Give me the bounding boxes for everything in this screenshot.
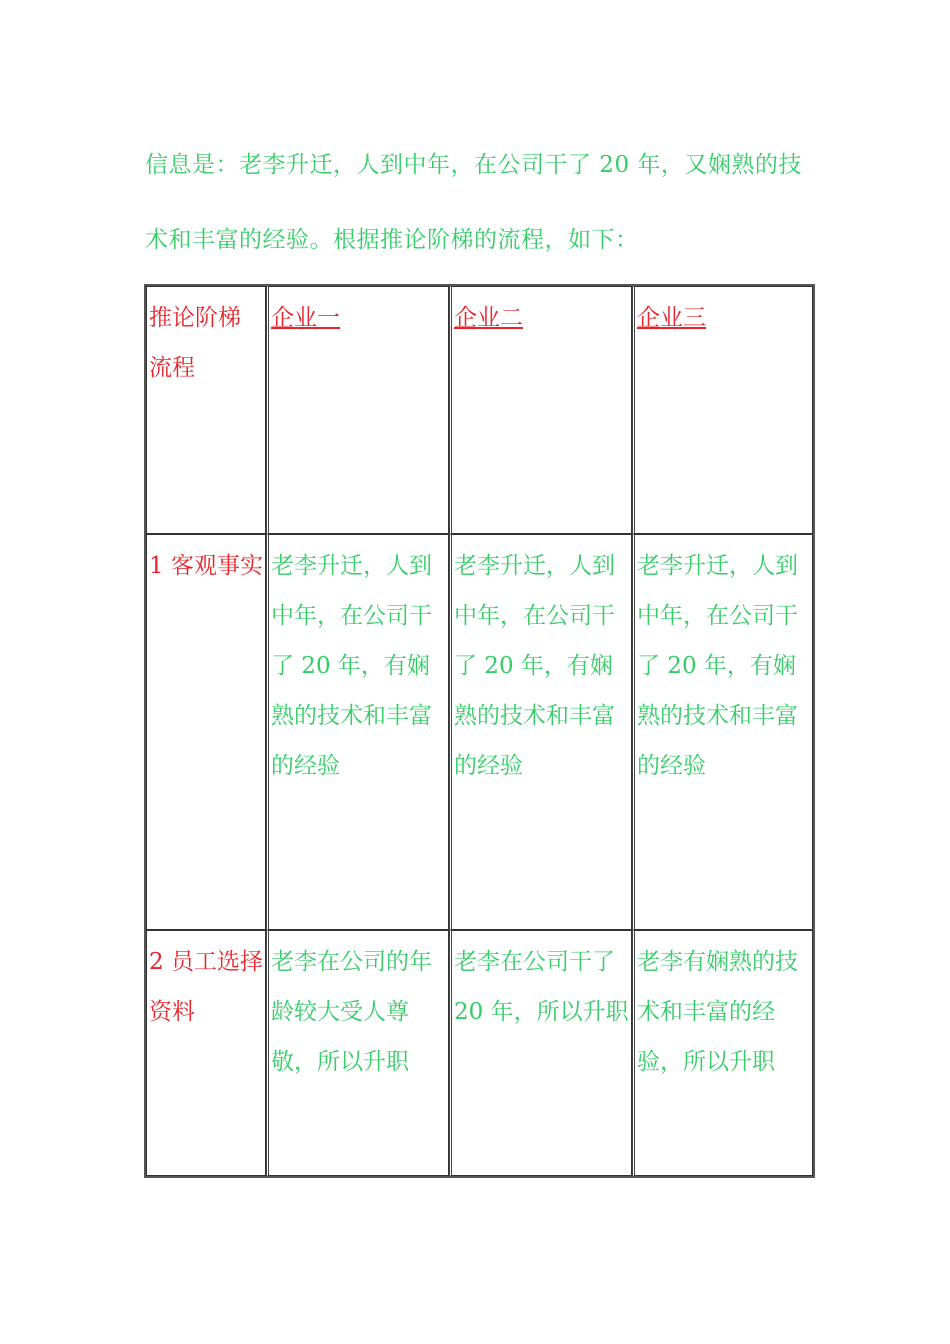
table-cell: 老李升迁，人到中年，在公司干了 20 年，有娴熟的技术和丰富的经验 <box>266 534 449 930</box>
table-header-row <box>146 286 813 534</box>
table-cell: 老李在公司干了20 年，所以升职 <box>449 930 632 1176</box>
inference-ladder-table <box>144 284 815 1178</box>
header-cell-company-2: 企业二 <box>449 286 632 534</box>
intro-line-2: 术和丰富的经验。根据推论阶梯的流程，如下： <box>145 227 639 253</box>
row-label-objective-facts: 1 客观事实 <box>146 534 266 930</box>
header-cell-company-3: 企业三 <box>632 286 813 534</box>
table-cell: 老李在公司的年龄较大受人尊敬，所以升职 <box>266 930 449 1176</box>
table-cell: 老李升迁，人到中年，在公司干了 20 年，有娴熟的技术和丰富的经验 <box>632 534 813 930</box>
table-row <box>146 930 813 1176</box>
table-cell: 老李升迁，人到中年，在公司干了 20 年，有娴熟的技术和丰富的经验 <box>449 534 632 930</box>
row-label-employee-selection: 2 员工选择资料 <box>146 930 266 1176</box>
table-cell: 老李有娴熟的技术和丰富的经验，所以升职 <box>632 930 813 1176</box>
intro-line-1: 信息是：老李升迁，人到中年，在公司干了 20 年，又娴熟的技 <box>145 152 802 178</box>
header-cell-process: 推论阶梯流程 <box>146 286 266 534</box>
intro-paragraph <box>145 128 810 278</box>
table-row <box>146 534 813 930</box>
header-cell-company-1: 企业一 <box>266 286 449 534</box>
